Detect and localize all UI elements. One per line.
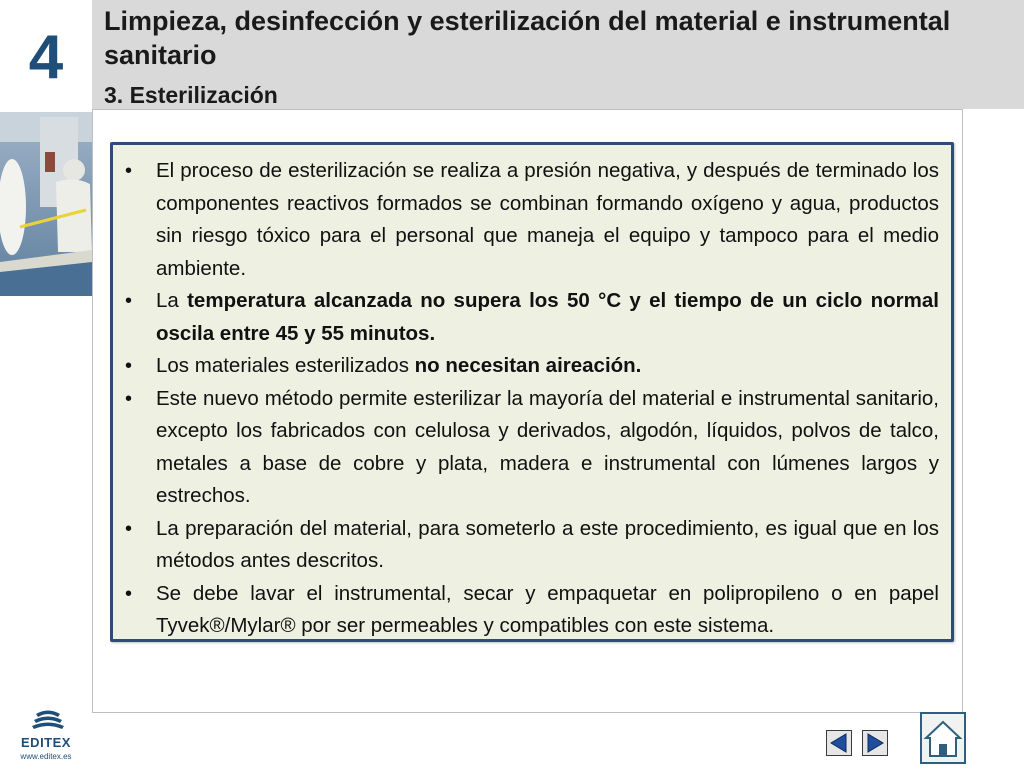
bullet-text: Los materiales esterilizados — [156, 354, 415, 377]
sterilization-photo-image — [0, 112, 92, 296]
side-photo — [0, 112, 92, 296]
page-subtitle: 3. Esterilización — [104, 82, 278, 108]
bullet-list — [113, 145, 951, 643]
previous-slide-button[interactable] — [826, 730, 852, 756]
chapter-number: 4 — [28, 23, 64, 92]
content-box — [110, 142, 954, 642]
bullet-text: El proceso de esterilización se realiza a presión negativa, y después de terminado los componentes reactivos formados se combinan formando oxígeno y agua, productos sin riesgo tóxico para el personal que maneja el equipo y tampoco para el medio ambiente. — [156, 159, 939, 280]
bullet-text: La — [156, 289, 188, 312]
bullet-text: Se debe lavar el instrumental, secar y empaquetar en polipropileno o en papel Tyvek®/Mylar® por ser permeables y compatibles con este sistema. — [156, 581, 939, 637]
logo-name: EDITEX — [21, 735, 71, 750]
home-icon — [920, 712, 966, 764]
bullet-item — [156, 383, 939, 513]
triangle-right-icon — [862, 730, 888, 756]
home-button[interactable] — [920, 712, 966, 764]
triangle-left-icon — [826, 730, 852, 756]
page-title: Limpieza, desinfección y esterilización del material e instrumental sanitario — [104, 6, 951, 70]
bullet-text: La preparación del material, para someterlo a este procedimiento, es igual que en los métodos antes descritos. — [156, 516, 939, 572]
next-slide-button[interactable] — [862, 730, 888, 756]
bullet-item — [156, 513, 939, 578]
bullet-item — [156, 350, 939, 383]
bullet-item — [156, 155, 939, 285]
editex-logo[interactable] — [14, 708, 78, 766]
editex-logo-icon — [14, 708, 78, 736]
bold-text: temperatura alcanzada no supera los 50 °C y el tiempo de un ciclo normal oscila entre 45 y 55 minutos. — [156, 289, 939, 345]
bold-text: no necesitan aireación. — [414, 354, 642, 377]
bullet-item — [156, 285, 939, 350]
bullet-item — [156, 578, 939, 643]
logo-url: www.editex.es — [20, 752, 72, 761]
bullet-text: Este nuevo método permite esterilizar la mayoría del material e instrumental sanitario, excepto los fabricados con celulosa y derivados, algodón, líquidos, polvos de talco, metales a base de cobre y plata, madera e instrumental con lúmenes largos y estrechos. — [156, 386, 939, 507]
